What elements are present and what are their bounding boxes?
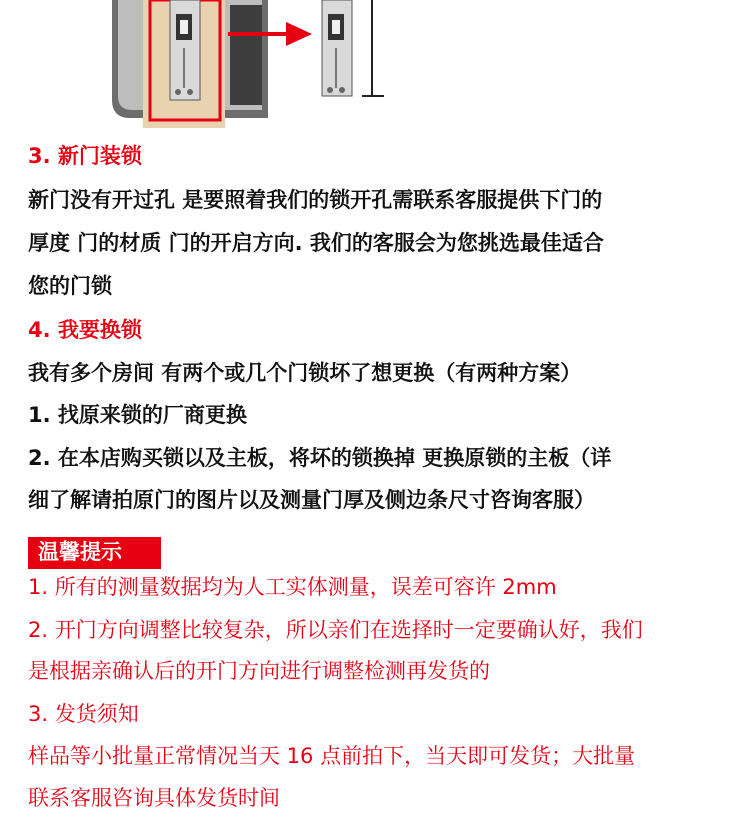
section-4-line-3: 2. 在本店购买锁以及主板，将坏的锁换掉 更换原锁的主板（详 xyxy=(28,446,612,470)
section-4-line-2: 1. 找原来锁的厂商更换 xyxy=(28,403,247,427)
tip-line-6: 联系客服咨询具体发货时间 xyxy=(28,786,280,810)
section-4-line-1: 我有多个房间 有两个或几个门锁坏了想更换（有两种方案） xyxy=(28,361,582,385)
section-3-line-1: 新门没有开过孔 是要照着我们的锁开孔需联系客服提供下门的 xyxy=(28,188,603,212)
tip-line-3: 是根据亲确认后的开门方向进行调整检测再发货的 xyxy=(28,659,490,683)
tip-line-4: 3. 发货须知 xyxy=(28,702,139,726)
section-4-line-4: 细了解请拍原门的图片以及测量门厚及侧边条尺寸咨询客服） xyxy=(28,488,595,512)
door-lock-illustration xyxy=(0,0,750,135)
tips-badge-label: 温馨提示 xyxy=(38,540,122,564)
section-3-line-3: 您的门锁 xyxy=(28,274,112,298)
lock-diagram-icon xyxy=(0,0,750,135)
section-3-title: 3. 新门装锁 xyxy=(28,144,142,168)
tip-line-5: 样品等小批量正常情况当天 16 点前拍下，当天即可发货；大批量 xyxy=(28,744,636,768)
tip-line-2: 2. 开门方向调整比较复杂，所以亲们在选择时一定要确认好，我们 xyxy=(28,618,643,642)
tips-badge xyxy=(28,537,161,569)
section-4-title: 4. 我要换锁 xyxy=(28,318,142,342)
tip-line-1: 1. 所有的测量数据均为人工实体测量，误差可容许 2mm xyxy=(28,575,557,599)
section-3-line-2: 厚度 门的材质 门的开启方向. 我们的客服会为您挑选最佳适合 xyxy=(28,231,604,255)
